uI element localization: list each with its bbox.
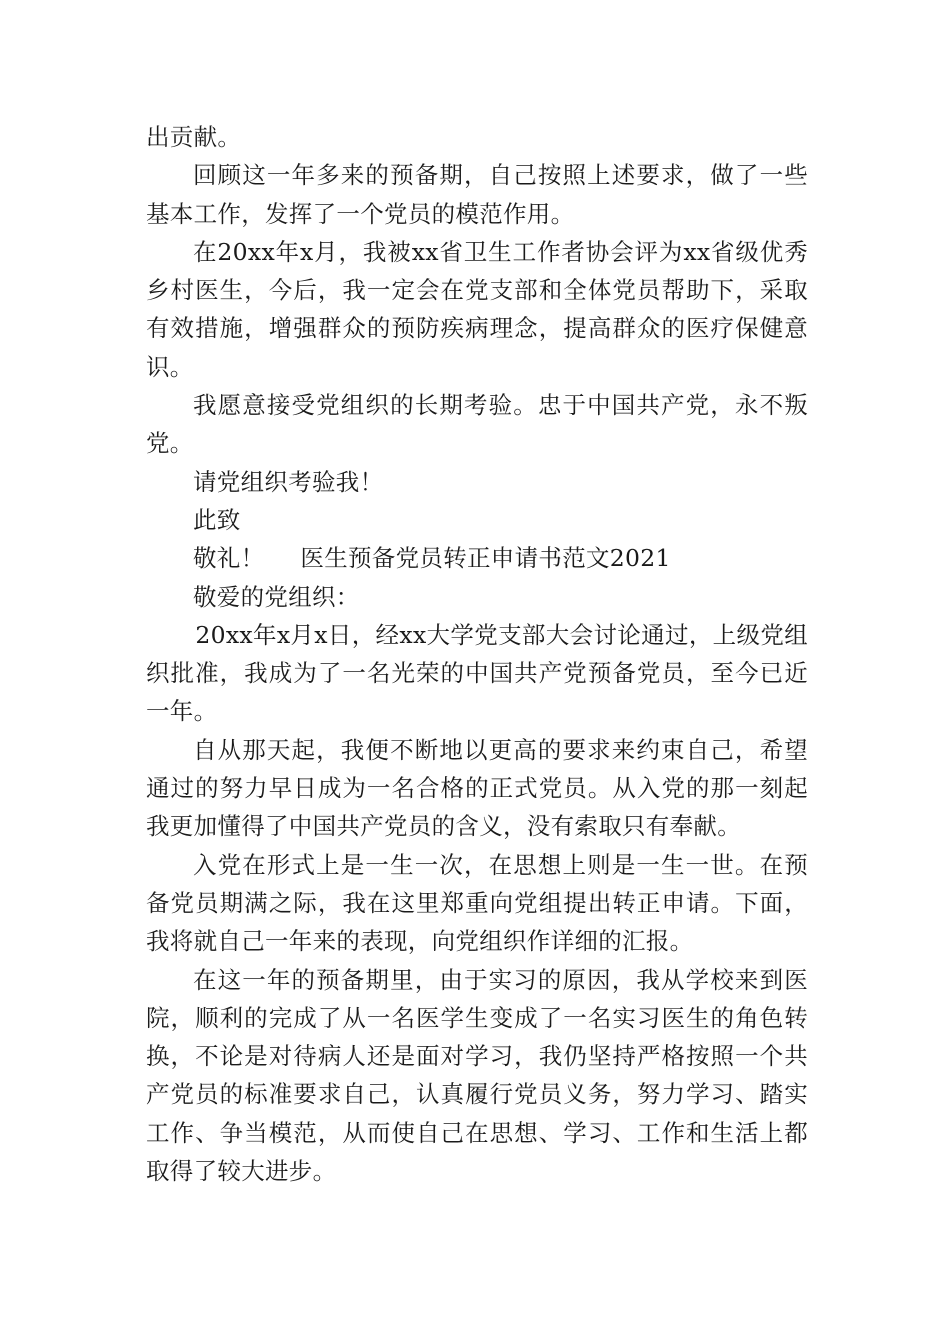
document-body: [146, 118, 808, 1190]
paragraph-award: 在20xx年x月，我被xx省卫生工作者协会评为xx省级优秀乡村医生，今后，我一定会在党支部和全体党员帮助下，采取有效措施，增强群众的预防疾病理念，提高群众的医疗保健意识。: [146, 237, 808, 381]
paragraph-pledge: 我愿意接受党组织的长期考验。忠于中国共产党，永不叛党。: [146, 391, 808, 458]
paragraph-internship: 在这一年的预备期里，由于实习的原因，我从学校来到医院，顺利的完成了从一名医学生变成了一名实习医生的角色转换，不论是对待病人还是面对学习，我仍坚持严格按照一个共产党员的标准要求自己，认真履行党员义务，努力学习、踏实工作、争当模范，从而使自己在思想、学习、工作和生活上都取得了较大进步。: [146, 965, 808, 1186]
paragraph-application: 入党在形式上是一生一次，在思想上则是一生一世。在预备党员期满之际，我在这里郑重向党组提出转正申请。下面，我将就自己一年来的表现，向党组织作详细的汇报。: [146, 850, 808, 956]
paragraph-request: 请党组织考验我！: [193, 467, 384, 496]
paragraph-greeting: 敬爱的党组织：: [193, 582, 360, 611]
paragraph-salute-line: [146, 539, 808, 577]
paragraph-continuation: 出贡献。: [146, 123, 242, 151]
section-title: 医生预备党员转正申请书范文2021: [300, 544, 671, 573]
paragraph-review: 回顾这一年多来的预备期，自己按照上述要求，做了一些基本工作，发挥了一个党员的模范作用。: [146, 161, 808, 228]
paragraph-intro: 20xx年x月x日，经xx大学党支部大会讨论通过，上级党组织批准，我成为了一名光荣的中国共产党预备党员，至今已近一年。: [146, 620, 808, 726]
salute-text: 敬礼！: [193, 544, 265, 573]
paragraph-commitment: 自从那天起，我便不断地以更高的要求来约束自己，希望通过的努力早日成为一名合格的正式党员。从入党的那一刻起我更加懂得了中国共产党员的含义，没有索取只有奉献。: [146, 735, 808, 841]
paragraph-closing: 此致: [193, 505, 241, 534]
